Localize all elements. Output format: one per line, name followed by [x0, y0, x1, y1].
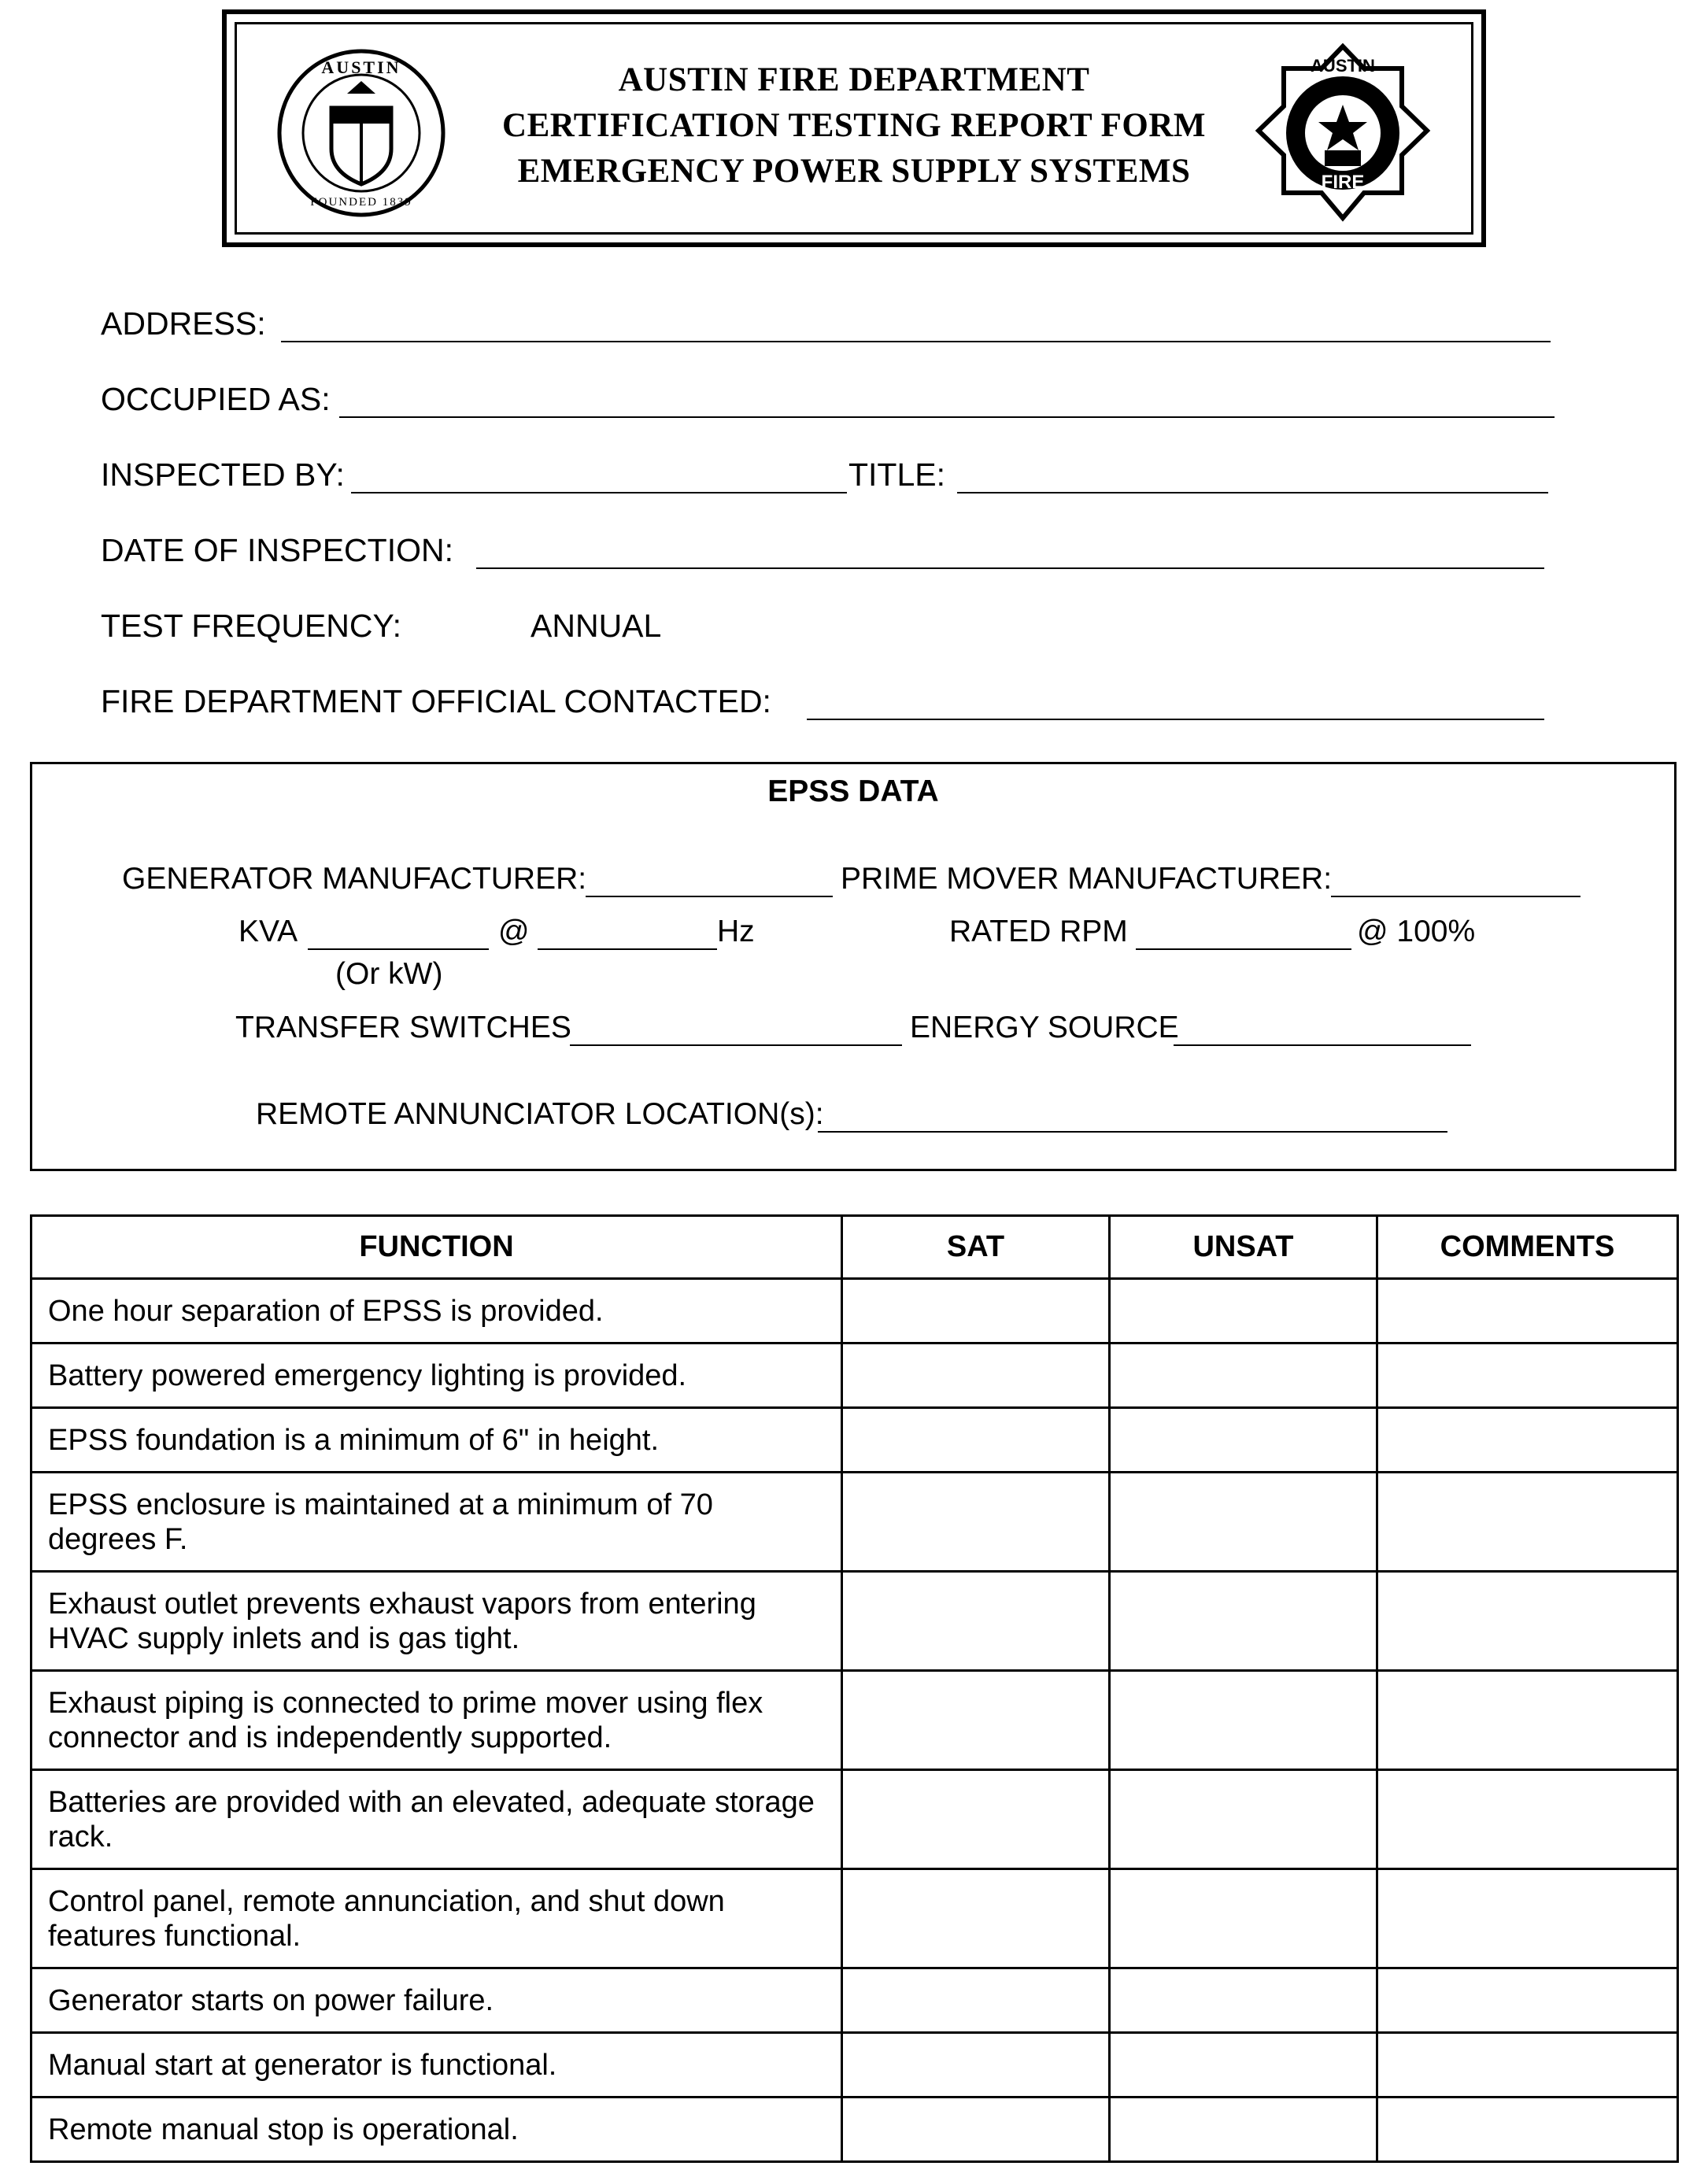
epss-data-section: [30, 762, 1677, 1171]
rated-rpm-field[interactable]: [1136, 948, 1351, 950]
inspected-by-field[interactable]: [351, 492, 847, 493]
generator-manufacturer-field[interactable]: [586, 896, 833, 897]
comments-cell[interactable]: [1377, 1473, 1678, 1572]
fd-official-field[interactable]: [807, 719, 1544, 720]
comments-cell[interactable]: [1377, 1671, 1678, 1770]
table-row: [31, 1572, 1678, 1671]
table-row: [31, 1473, 1678, 1572]
comments-cell[interactable]: [1377, 1968, 1678, 2033]
sat-column-header: SAT: [842, 1216, 1110, 1279]
form-header: [222, 9, 1486, 247]
comments-cell[interactable]: [1377, 2033, 1678, 2098]
transfer-switches-label: TRANSFER SWITCHES: [235, 1011, 571, 1044]
function-cell: Exhaust piping is connected to prime mover using flex connector and is independently supported.: [31, 1671, 842, 1770]
energy-source-field[interactable]: [1174, 1044, 1471, 1046]
form-title: [457, 57, 1251, 194]
title-line-3: EMERGENCY POWER SUPPLY SYSTEMS: [517, 153, 1191, 190]
comments-cell[interactable]: [1377, 1279, 1678, 1344]
comments-cell[interactable]: [1377, 1408, 1678, 1473]
table-row: [31, 1869, 1678, 1968]
function-cell: One hour separation of EPSS is provided.: [31, 1279, 842, 1344]
at-100-percent-label: @ 100%: [1357, 915, 1476, 948]
remote-annunciator-field[interactable]: [818, 1131, 1447, 1133]
table-row: [31, 1770, 1678, 1869]
occupied-as-field[interactable]: [339, 416, 1555, 418]
sat-cell[interactable]: [842, 1473, 1110, 1572]
unsat-cell[interactable]: [1110, 2033, 1377, 2098]
table-row: [31, 2098, 1678, 2162]
svg-text:AUSTIN: AUSTIN: [1311, 56, 1375, 76]
sat-cell[interactable]: [842, 1344, 1110, 1408]
unsat-cell[interactable]: [1110, 1770, 1377, 1869]
function-cell: Remote manual stop is operational.: [31, 2098, 842, 2162]
form-header-inner-border: [235, 22, 1473, 235]
unsat-cell[interactable]: [1110, 1344, 1377, 1408]
comments-column-header: COMMENTS: [1377, 1216, 1678, 1279]
sat-cell[interactable]: [842, 1408, 1110, 1473]
unsat-cell[interactable]: [1110, 1408, 1377, 1473]
title-label: TITLE:: [848, 456, 946, 493]
function-cell: Generator starts on power failure.: [31, 1968, 842, 2033]
transfer-switches-field[interactable]: [570, 1044, 902, 1046]
function-cell: Manual start at generator is functional.: [31, 2033, 842, 2098]
sat-cell[interactable]: [842, 1869, 1110, 1968]
comments-cell[interactable]: [1377, 1572, 1678, 1671]
function-cell: EPSS foundation is a minimum of 6" in height.: [31, 1408, 842, 1473]
hz-label: Hz: [717, 915, 755, 948]
unsat-cell[interactable]: [1110, 1671, 1377, 1770]
table-row: [31, 1344, 1678, 1408]
date-of-inspection-label: DATE OF INSPECTION:: [101, 532, 453, 568]
or-kw-note: (Or kW): [335, 957, 443, 991]
remote-annunciator-label: REMOTE ANNUNCIATOR LOCATION(s):: [256, 1097, 824, 1131]
comments-cell[interactable]: [1377, 1344, 1678, 1408]
sat-cell[interactable]: [842, 1968, 1110, 2033]
prime-mover-manufacturer-label: PRIME MOVER MANUFACTURER:: [841, 862, 1333, 896]
address-field[interactable]: [281, 341, 1551, 342]
table-row: [31, 1408, 1678, 1473]
svg-text:FOUNDED 1839: FOUNDED 1839: [310, 196, 412, 209]
unsat-cell[interactable]: [1110, 1968, 1377, 2033]
sat-cell[interactable]: [842, 1671, 1110, 1770]
date-of-inspection-field[interactable]: [476, 567, 1544, 569]
hz-field[interactable]: [538, 948, 717, 950]
unsat-cell[interactable]: [1110, 2098, 1377, 2162]
rated-rpm-label: RATED RPM: [949, 915, 1128, 948]
function-cell: Battery powered emergency lighting is provided.: [31, 1344, 842, 1408]
function-cell: EPSS enclosure is maintained at a minimum of 70 degrees F.: [31, 1473, 842, 1572]
sat-cell[interactable]: [842, 2098, 1110, 2162]
prime-mover-manufacturer-field[interactable]: [1331, 896, 1580, 897]
title-field[interactable]: [957, 492, 1548, 493]
unsat-cell[interactable]: [1110, 1279, 1377, 1344]
function-column-header: FUNCTION: [31, 1216, 842, 1279]
title-line-2: CERTIFICATION TESTING REPORT FORM: [502, 107, 1206, 144]
austin-fire-badge-logo: [1252, 40, 1433, 227]
title-line-1: AUSTIN FIRE DEPARTMENT: [618, 61, 1090, 98]
kva-at-symbol: @: [498, 915, 530, 948]
table-header-row: [31, 1216, 1678, 1279]
svg-text:AUSTIN: AUSTIN: [321, 57, 401, 77]
test-frequency-label: TEST FREQUENCY:: [101, 608, 401, 644]
sat-cell[interactable]: [842, 2033, 1110, 2098]
function-cell: Batteries are provided with an elevated, adequate storage rack.: [31, 1770, 842, 1869]
city-of-austin-seal-logo: [275, 46, 448, 220]
unsat-column-header: UNSAT: [1110, 1216, 1377, 1279]
unsat-cell[interactable]: [1110, 1473, 1377, 1572]
address-label: ADDRESS:: [101, 305, 266, 342]
comments-cell[interactable]: [1377, 1770, 1678, 1869]
sat-cell[interactable]: [842, 1770, 1110, 1869]
unsat-cell[interactable]: [1110, 1572, 1377, 1671]
comments-cell[interactable]: [1377, 1869, 1678, 1968]
table-row: [31, 2033, 1678, 2098]
function-cell: Control panel, remote annunciation, and shut down features functional.: [31, 1869, 842, 1968]
sat-cell[interactable]: [842, 1279, 1110, 1344]
function-checklist-table: [30, 1214, 1679, 2163]
epss-data-title: EPSS DATA: [767, 774, 939, 808]
energy-source-label: ENERGY SOURCE: [910, 1011, 1179, 1044]
table-row: [31, 1279, 1678, 1344]
kva-field[interactable]: [308, 948, 489, 950]
kva-label: KVA: [238, 915, 298, 948]
function-cell: Exhaust outlet prevents exhaust vapors from entering HVAC supply inlets and is gas tight.: [31, 1572, 842, 1671]
sat-cell[interactable]: [842, 1572, 1110, 1671]
table-row: [31, 1968, 1678, 2033]
occupied-as-label: OCCUPIED AS:: [101, 381, 331, 417]
comments-cell[interactable]: [1377, 2098, 1678, 2162]
generator-manufacturer-label: GENERATOR MANUFACTURER:: [122, 862, 587, 896]
inspected-by-label: INSPECTED BY:: [101, 456, 345, 493]
test-frequency-value: ANNUAL: [531, 608, 662, 644]
svg-text:FIRE: FIRE: [1321, 172, 1365, 193]
fd-official-label: FIRE DEPARTMENT OFFICIAL CONTACTED:: [101, 683, 771, 719]
unsat-cell[interactable]: [1110, 1869, 1377, 1968]
table-row: [31, 1671, 1678, 1770]
